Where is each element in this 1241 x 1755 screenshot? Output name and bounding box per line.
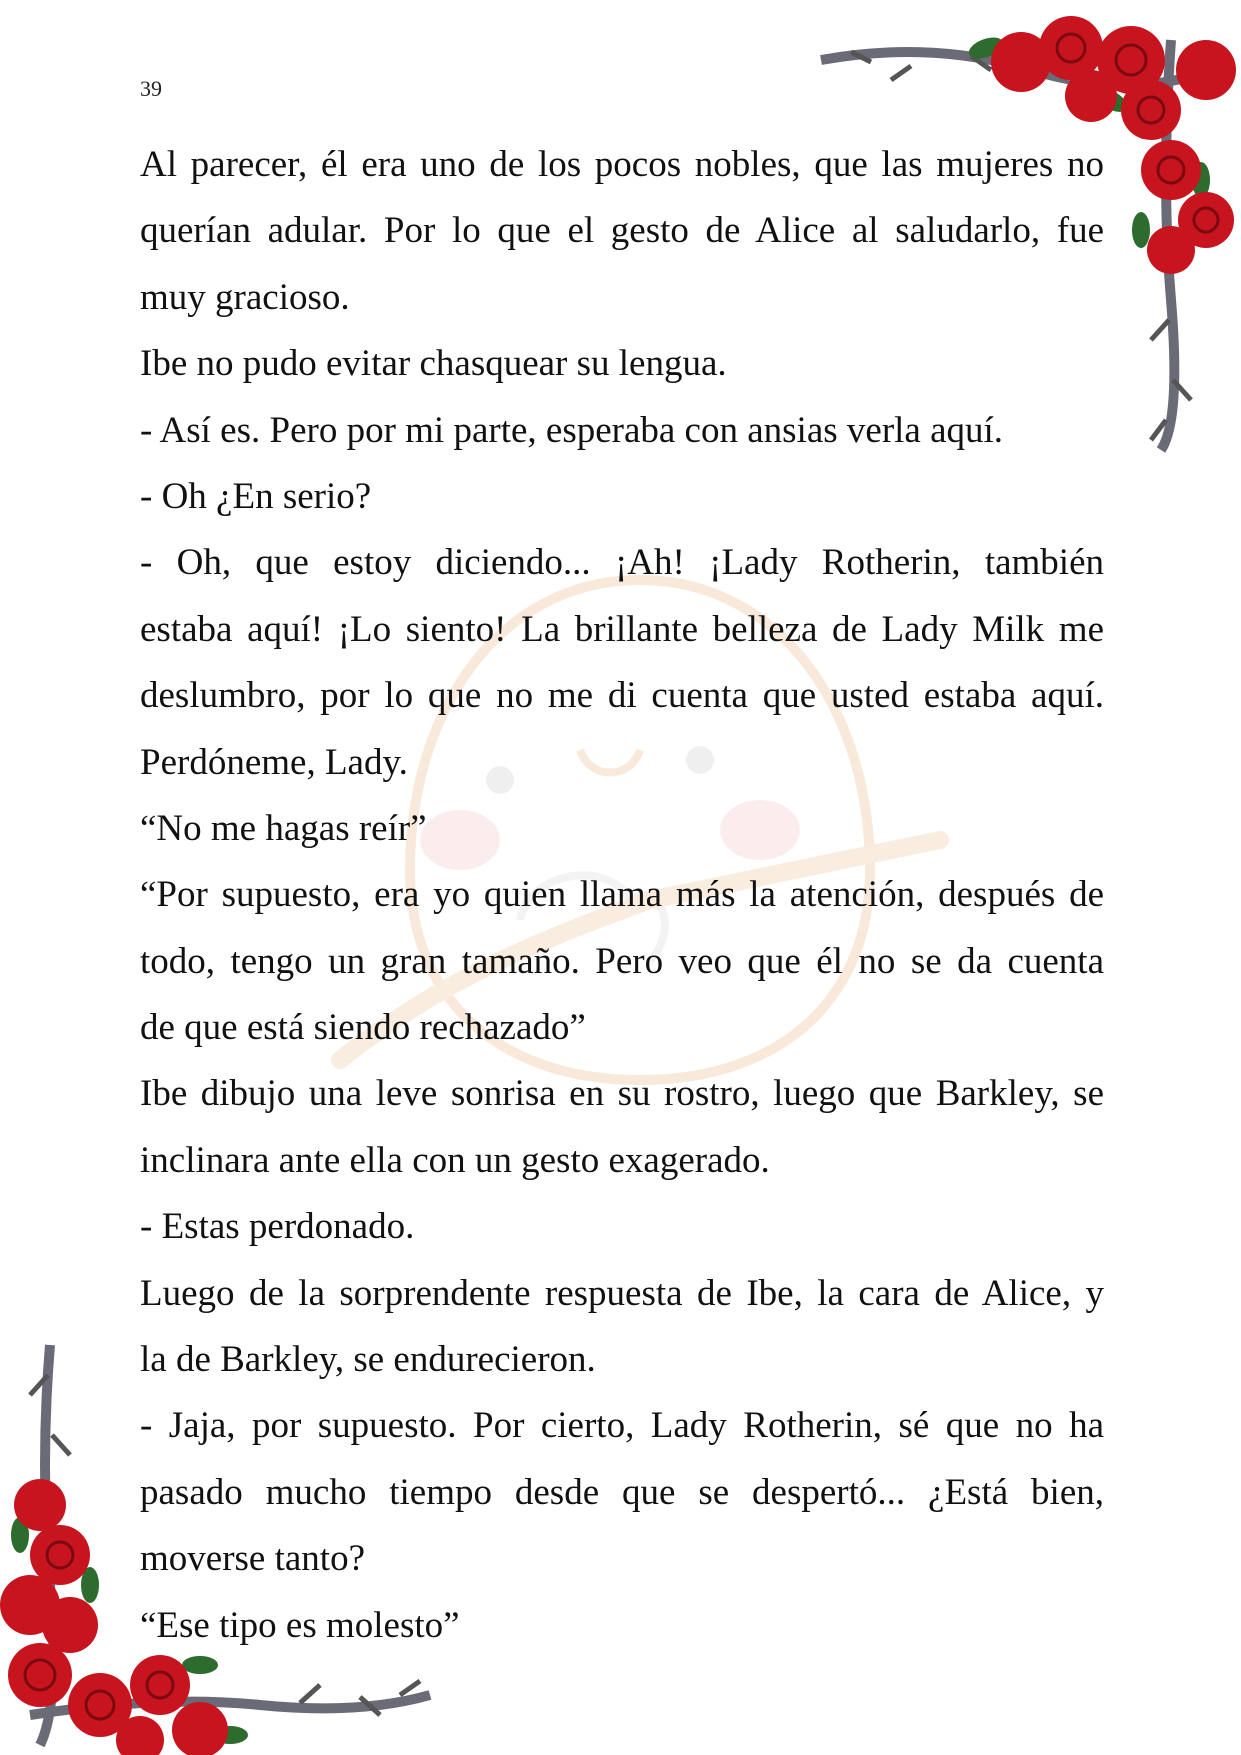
text-line: Ibe dibujo una leve sonrisa en su rostro, luego que Barkley, se — [140, 1073, 1104, 1115]
chapter-text — [140, 132, 1104, 1659]
page-number: 39 — [140, 76, 162, 101]
text-line: querían adular. Por lo que el gesto de Alice al saludarlo, fue — [140, 210, 1104, 252]
text-line: muy gracioso. — [140, 276, 350, 318]
text-line: Al parecer, él era uno de los pocos nobles, que las mujeres no — [140, 144, 1104, 185]
text-line: pasado mucho tiempo desde que se despertó... ¿Está bien, — [140, 1471, 1104, 1513]
text-line: Luego de la sorprendente respuesta de Ibe, la cara de Alice, y — [140, 1272, 1104, 1314]
text-line: “Por supuesto, era yo quien llama más la atención, después de — [140, 874, 1104, 916]
text-line: - Así es. Pero por mi parte, esperaba con ansias verla aquí. — [140, 409, 1004, 451]
text-line: moverse tanto? — [140, 1538, 365, 1580]
text-line: todo, tengo un gran tamaño. Pero veo que él no se da cuenta — [140, 940, 1104, 982]
text-line: la de Barkley, se endurecieron. — [140, 1339, 596, 1381]
text-line: - Oh, que estoy diciendo... ¡Ah! ¡Lady Rotherin, también — [140, 542, 1104, 584]
text-line: Perdóneme, Lady. — [140, 741, 408, 783]
text-line: estaba aquí! ¡Lo siento! La brillante belleza de Lady Milk me — [140, 608, 1104, 650]
text-line: “Ese tipo es molesto” — [140, 1604, 460, 1646]
text-line: - Estas perdonado. — [140, 1206, 415, 1248]
text-line: deslumbro, por lo que no me di cuenta que usted estaba aquí. — [140, 675, 1104, 717]
text-line: “No me hagas reír” — [140, 807, 427, 849]
text-line: - Jaja, por supuesto. Por cierto, Lady Rotherin, sé que no ha — [140, 1405, 1104, 1447]
text-line: Ibe no pudo evitar chasquear su lengua. — [140, 343, 727, 385]
text-line: de que está siendo rechazado” — [140, 1007, 586, 1049]
text-line: - Oh ¿En serio? — [140, 475, 372, 517]
text-line: inclinara ante ella con un gesto exagerado. — [140, 1139, 770, 1181]
